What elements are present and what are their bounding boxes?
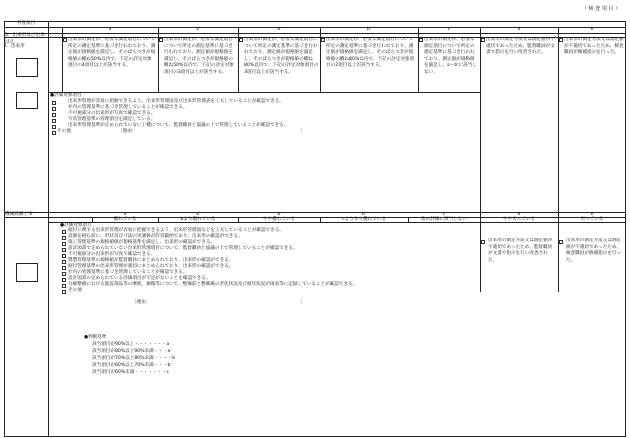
grade-b: やや優れている [262,217,296,222]
top-eval-item-4: 写真管理基準の管理項目を満足している。 [68,117,156,122]
header-col-e: e [590,27,594,32]
top-eval-item-2: 社内の管理基準に基づき管理していることが確認できる。 [68,105,188,110]
bottom-eval-checkbox-4[interactable] [62,248,66,252]
top-eval-item-3: 不可視部分の出来形が写真で確認できる。 [68,111,156,116]
bottom-eval-checkbox-8[interactable] [62,272,66,276]
checkbox-b-prime[interactable] [321,38,325,42]
row2-col-c: c [442,212,446,217]
checkbox-d[interactable] [481,38,485,42]
top-eval-reason-close: ］ [300,129,305,134]
bottom-eval-item-4: 設計図書で定められていない出来形管理項目について、監督職員と協議の上で管理していることが確認できる。 [68,246,298,251]
row2-col-a-prime: a' [195,212,201,217]
bottom-eval-checkbox-3[interactable] [62,242,66,246]
row2-col-b-prime: b' [361,212,367,217]
checkbox-c[interactable] [419,38,423,42]
criteria-a: 出来形の測定が、必要な測定項目について所定の測定基準に基づき行われており、測定値が規格値を満足し、そのばらつきが規格値の概ね50%以内で、下記の評定対象項目の4項目以上が該当する。 [68,37,156,69]
bottom-eval-checkbox-other[interactable] [62,290,66,294]
criteria-row-1: 該当項目が90%以上・・・・・・・a [92,342,170,347]
bottom-eval-item-7: 据付管理基準の出来形管理が適切にまとめられており、出来形の確認ができる。 [68,264,234,269]
row2-col-d: d [517,212,521,217]
subsection-label: Ⅰ．出来形 [5,44,25,49]
criteria-d: 出来形の測定方法又は測定値が不適切であったため、監督職員が文書で指示を行い改善された。 [486,37,555,56]
header-col-a-prime: a' [195,27,201,32]
criteria-b: 出来形の測定が、必要な測定項目について所定の測定基準に基づき行われており、測定値が規格値を満足し、そのばらつきが規格値の概ね80%以内で、下記の評定対象項目の3項目以上が該当する。 [244,37,319,75]
top-eval-item-5: 出来形管理基準が定められていない工種について、監督職員と協議の上で管理していることが確認できる。 [68,123,289,128]
bottom-criteria-e: 出来形の測定方法又は測定値が不適切であったため、検査職員が修補指示を行った。 [566,238,622,263]
bottom-eval-item-9: 設計図書の定められている評価項目が不足がないことを確認できる。 [68,276,211,281]
top-eval-checkbox-other[interactable] [52,131,56,135]
bottom-eval-item-8: 社内の管理基準に基づき管理していることが確認できる。 [68,270,188,275]
bottom-checkbox-e[interactable] [559,240,563,244]
criteria-row-3: 該当項目が70%以上80%未満・・・・b [92,356,176,361]
criteria-row-4: 該当項目が60%以上70%未満・・・b' [92,363,172,368]
bottom-eval-title: ●評価対象項目 [60,223,92,228]
score-box-3[interactable] [16,263,38,282]
top-eval-checkbox-2[interactable] [52,107,56,111]
criteria-e: 出来形の測定方法又は測定値が不適切であったため、検査職員が修補指示を行った。 [564,37,624,56]
grade-c: 他の評価に該当しない [421,217,467,222]
top-eval-reason-open: ［理由： [118,129,137,134]
top-eval-checkbox-5[interactable] [52,125,56,129]
bottom-eval-checkbox-9[interactable] [62,278,66,282]
header-item-label: 考査項目 [16,21,36,26]
header-col-d: d [517,27,521,32]
header-col-c: c [447,27,451,32]
top-eval-checkbox-3[interactable] [52,113,56,117]
bottom-eval-checkbox-6[interactable] [62,260,66,264]
bottom-checkbox-d[interactable] [481,240,485,244]
bottom-eval-item-10: 分解整備における既設部品等の摩耗、損傷等について、整備前と整備後の老化状況及び経年状況が図表等に記録していることが確認できる。 [68,282,358,287]
checkbox-e[interactable] [559,38,563,42]
page-category-label: （ 検 査 項 目 ） [582,6,620,12]
top-eval-checkbox-1[interactable] [52,101,56,105]
header-col-b: b [277,27,281,32]
criteria-a-prime: 出来形の測定が、必要な測定項目について所定の測定基準に基づき行われており、測定値が規格値を満足し、そのばらつきが規格値の概ね50%以内で、下記の評定対象項目の3項目以上が該当する。 [164,37,234,75]
bottom-eval-item-2: 設備を組む前に、形状及び寸法の実測値が許容範囲であり、出来形の確認ができる。 [68,234,243,239]
criteria-row-2: 該当項目が80%以上90%未満・・・a' [92,349,172,354]
bottom-eval-checkbox-7[interactable] [62,266,66,270]
bottom-eval-item-1: 据付に関する出来形管理が容易に把握できるよう、出来形管理図などを工夫していることが確認できる。 [68,228,284,233]
header-col-b-prime: b' [366,27,372,32]
bottom-eval-item-6: 製製管理基準の規格値が監督職員にまとめられており、出来形の確認ができる。 [68,258,234,263]
machinery-label: 機械設備工事 [5,212,33,217]
grade-a: 優れている [113,217,137,222]
bottom-eval-checkbox-5[interactable] [62,254,66,258]
criteria-row-5: 該当項目が60%未満・・・・・・・c [92,370,170,375]
header-col-a: a [108,27,112,32]
criteria-title: ●判断基準 [84,335,107,340]
grade-e: 劣っている [580,217,604,222]
bottom-eval-reason-open: ［理由： [132,300,151,305]
row2-col-a: a [123,212,127,217]
row2-col-e: e [590,212,594,217]
bottom-eval-item-5: 不可視部分の出来形が写真で確認できる。 [68,252,156,257]
grade-b-prime: cより少々優れている [342,217,386,222]
bottom-criteria-d: 出来形の測定方法又は測定値が不適切であったため、監督職員が文書で指示を行い改善された。 [488,238,553,263]
checkbox-a[interactable] [63,38,67,42]
bottom-eval-checkbox-10[interactable] [62,284,66,288]
top-eval-other-label: その他 [57,129,71,134]
criteria-b-prime: 出来形の測定が、必要な測定項目について所定の測定基準に基づき行われており、測定値が規格値を満足し、そのばらつきが規格値の概ね80%以内で、下記の評定対象項目の2項目以上が該当する。 [326,37,415,69]
top-eval-title: ●評価対象項目 [50,93,82,98]
row2-col-b: b [277,212,281,217]
grade-d: やや劣っている [502,217,536,222]
checkbox-b[interactable] [239,38,243,42]
grade-a-prime: bより優れている [180,217,216,222]
section-label: 3．出来形及び出来ばえ [5,33,45,45]
criteria-c: 出来形の測定が、必要な測定項目について所定の測定基準に基づき行われており、測定値が規格値を満足し、a～b'に該当しない。 [424,37,477,75]
score-box-1[interactable] [16,58,38,77]
top-eval-checkbox-4[interactable] [52,119,56,123]
top-eval-item-1: 出来形管理が容易に把握できるよう、出来形管理図及び出来形管理表を工夫していることが確認できる。 [68,99,284,104]
bottom-eval-reason-close: ］ [300,300,305,305]
bottom-eval-other-label: その他 [68,288,82,293]
score-box-2[interactable] [16,92,38,109]
bottom-eval-item-3: 施工管理基準の規格値値が規格基準を満足し、出来形の確認ができる。 [68,240,216,245]
checkbox-a-prime[interactable] [159,38,163,42]
bottom-eval-checkbox-1[interactable] [62,230,66,234]
bottom-eval-checkbox-2[interactable] [62,236,66,240]
